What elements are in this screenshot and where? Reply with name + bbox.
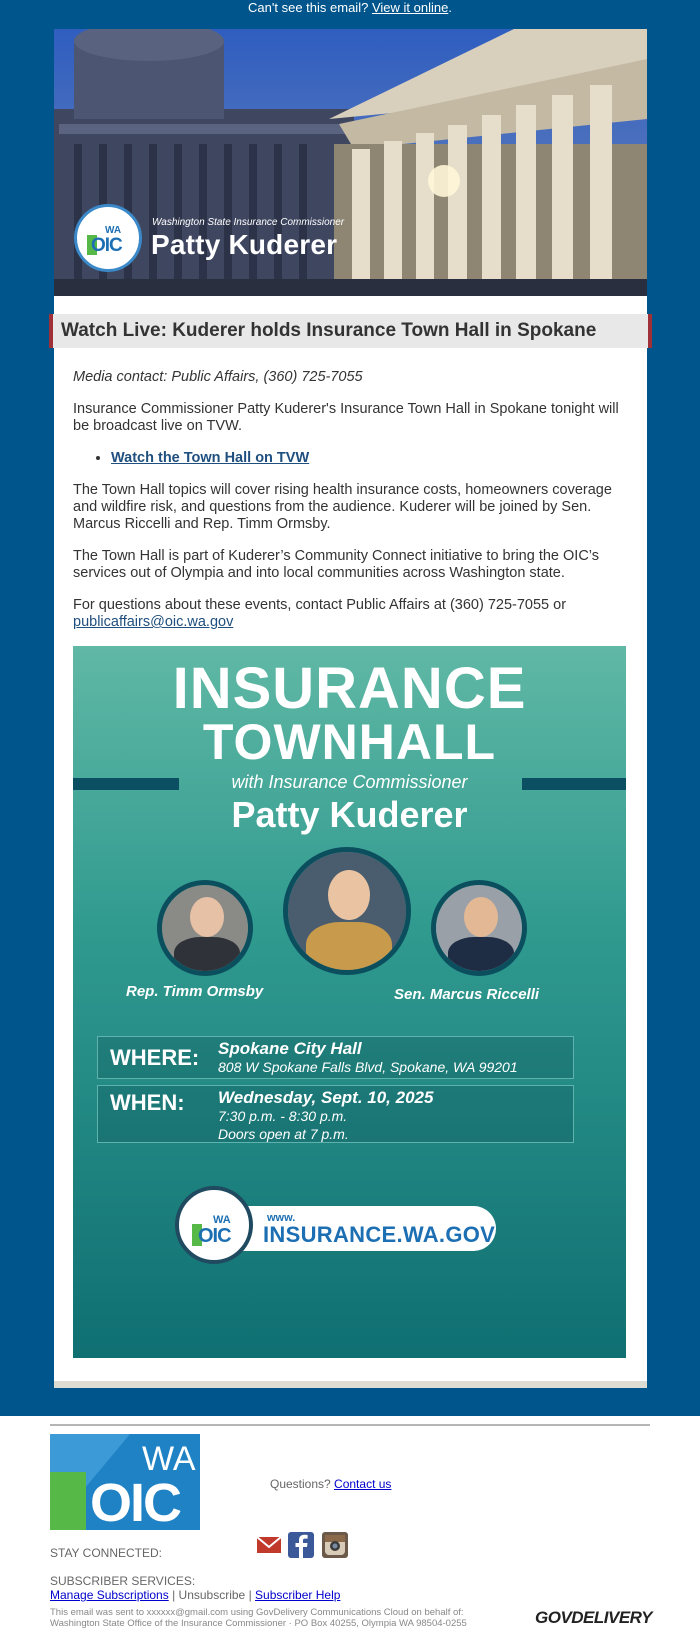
capitol-photo	[54, 29, 647, 296]
website-www: www.	[267, 1212, 296, 1224]
view-online-link[interactable]: View it online	[371, 0, 449, 15]
kuderer-portrait	[283, 847, 411, 975]
headline: Watch Live: Kuderer holds Insurance Town Hall in Spokane	[49, 314, 652, 348]
email-link[interactable]: publicaffairs@oic.wa.gov	[73, 614, 234, 630]
header-banner	[54, 29, 647, 296]
logo-wa-text: WA	[105, 225, 122, 236]
email-card	[54, 29, 647, 1387]
when-time: 7:30 p.m. - 8:30 p.m.	[218, 1108, 348, 1124]
when-box	[97, 1085, 574, 1143]
flyer-title-2: TOWNHALL	[202, 714, 497, 770]
paragraph-topics: The Town Hall topics will cover rising health insurance costs, homeowners coverage and wildfire risk, and questions from the audience. Kuderer will be joined by Sen. Marcus Riccelli and Rep. Timm Ormsby.	[73, 482, 612, 532]
list-item	[111, 450, 633, 467]
where-box	[97, 1036, 574, 1079]
header-subtitle: Washington State Insurance Commissioner	[152, 217, 345, 228]
flyer-title-1: INSURANCE	[172, 656, 527, 721]
riccelli-caption: Sen. Marcus Riccelli	[394, 986, 540, 1003]
footer-divider	[50, 1424, 650, 1426]
flyer-with: with Insurance Commissioner	[231, 772, 468, 792]
unsubscribe-link[interactable]: Unsubscribe	[178, 1588, 246, 1602]
where-label: WHERE:	[110, 1045, 200, 1070]
header-name: Patty Kuderer	[151, 229, 338, 260]
stay-connected: STAY CONNECTED:	[50, 1546, 163, 1560]
email-icon[interactable]	[256, 1532, 282, 1558]
fine-print: This email was sent to xxxxxx@gmail.com using GovDelivery Communications Cloud on behalf of: Washington State Office of the Insurance Commissioner · PO Box 40255, Olympia WA 98504-0255	[50, 1607, 467, 1629]
footer-questions: Questions? Contact us	[270, 1477, 392, 1491]
contact-us-link[interactable]: Contact us	[334, 1477, 392, 1491]
ormsby-caption: Rep. Timm Ormsby	[126, 983, 264, 1000]
subscriber-links: Manage Subscriptions | Unsubscribe | Subscriber Help	[50, 1588, 341, 1602]
facebook-icon[interactable]	[288, 1532, 314, 1558]
paragraph-community: The Town Hall is part of Kuderer’s Community Connect initiative to bring the OIC’s services out of Olympia and into local communities across Washington state.	[73, 548, 600, 581]
ormsby-portrait	[157, 880, 253, 976]
tvw-link[interactable]: Watch the Town Hall on TVW	[111, 450, 310, 466]
flyer-name: Patty Kuderer	[231, 794, 468, 835]
body-copy	[73, 369, 633, 646]
flyer-oic-logo: WA OIC	[175, 1186, 253, 1264]
preheader-text: Can't see this email?	[248, 0, 369, 15]
oic-logo	[74, 204, 142, 272]
website-url: INSURANCE.WA.GOV	[263, 1222, 496, 1247]
paragraph-questions: For questions about these events, contact Public Affairs at (360) 725-7055 or publicaffairs@oic.wa.gov	[73, 597, 567, 630]
link-list	[73, 450, 633, 467]
townhall-flyer	[73, 646, 626, 1358]
preheader: Can't see this email? View it online.	[248, 0, 452, 15]
when-doors: Doors open at 7 p.m.	[218, 1126, 349, 1142]
riccelli-portrait	[431, 880, 527, 976]
where-place: Spokane City Hall	[218, 1039, 362, 1058]
where-address: 808 W Spokane Falls Blvd, Spokane, WA 99201	[218, 1059, 518, 1075]
media-contact: Media contact: Public Affairs, (360) 725-7055	[73, 369, 363, 385]
subscriber-help-link[interactable]: Subscriber Help	[255, 1588, 341, 1602]
card-shadow	[54, 1381, 647, 1388]
govdelivery-logo: GOVDELIVERY	[535, 1608, 652, 1627]
when-date: Wednesday, Sept. 10, 2025	[218, 1088, 434, 1107]
logo-oic-text: OIC	[91, 235, 122, 256]
when-label: WHEN:	[110, 1090, 185, 1115]
footer-oic-logo: WA OIC	[50, 1434, 200, 1530]
subscriber-services: SUBSCRIBER SERVICES:	[50, 1574, 196, 1588]
manage-subscriptions-link[interactable]: Manage Subscriptions	[50, 1588, 169, 1602]
instagram-icon[interactable]	[322, 1532, 348, 1558]
paragraph-broadcast: Insurance Commissioner Patty Kuderer's Insurance Town Hall in Spokane tonight will be broadcast live on TVW.	[73, 401, 619, 434]
